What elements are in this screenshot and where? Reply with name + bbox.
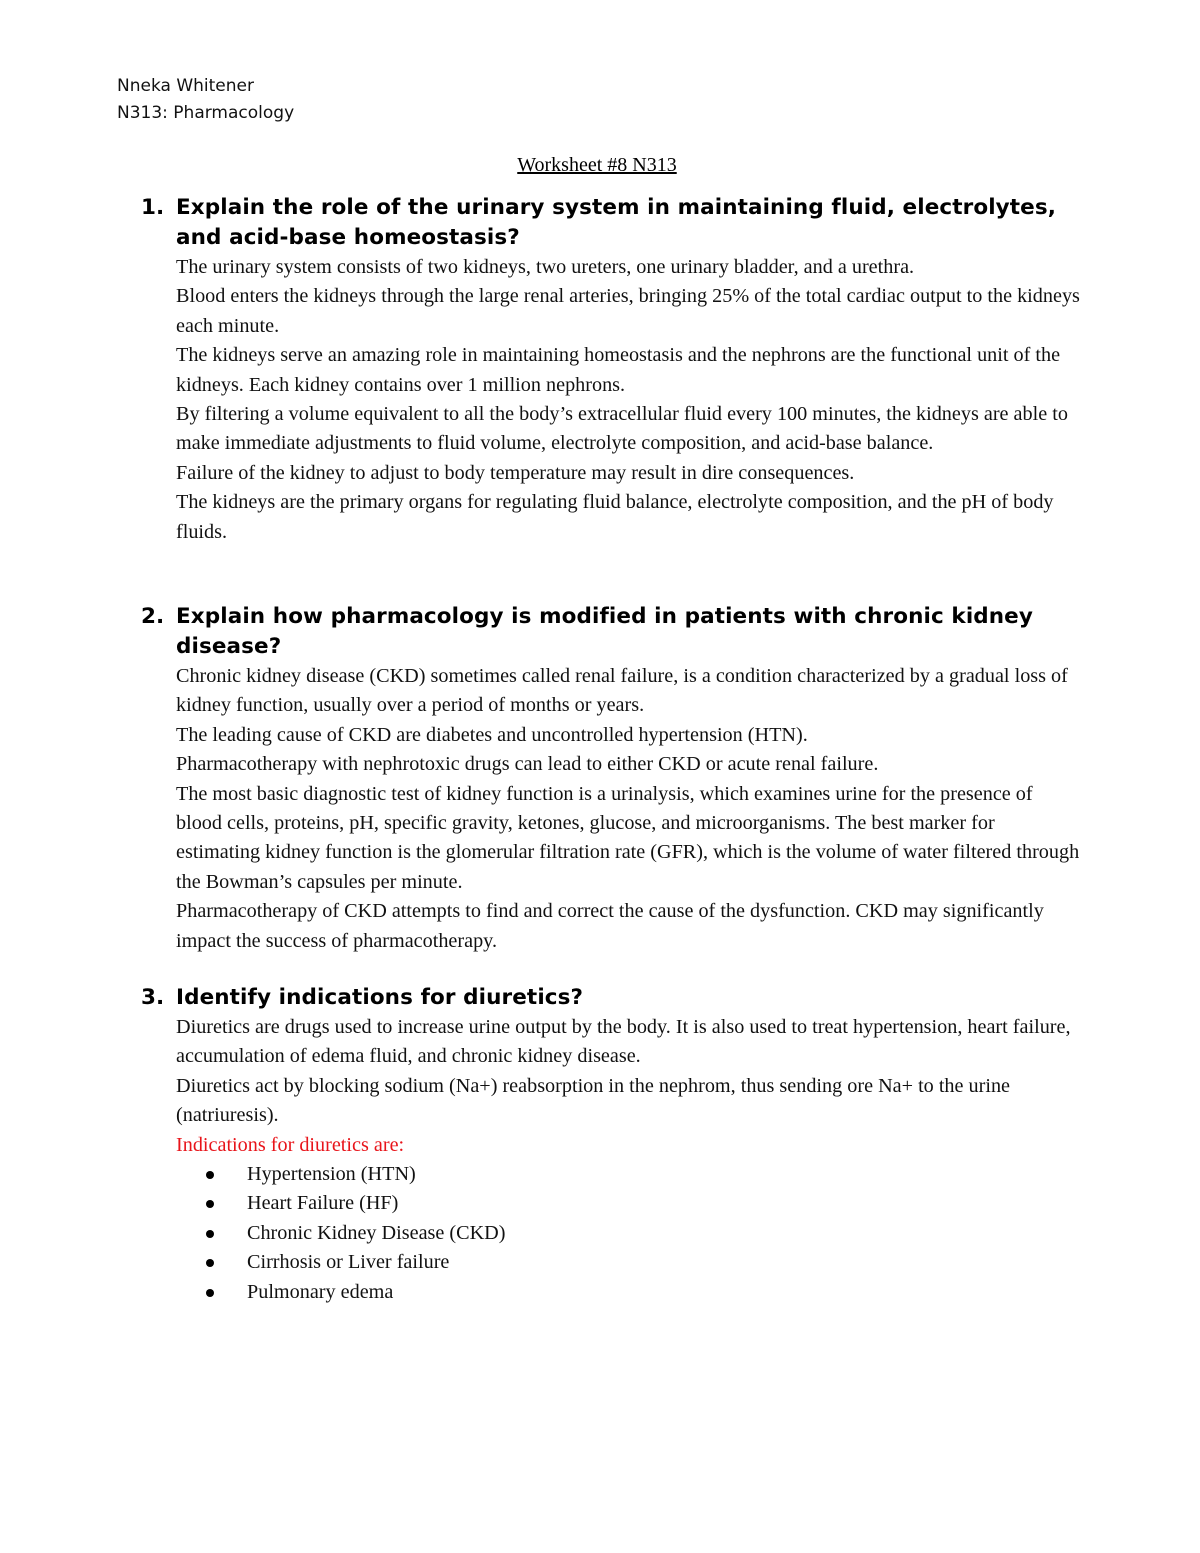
question-2-answer [176,662,1081,956]
list-item [176,1219,1081,1248]
list-item [176,1278,1081,1307]
answer-paragraph: Diuretics are drugs used to increase urine output by the body. It is also used to treat hypertension, heart failure, accumulation of edema fluid, and chronic kidney disease. [176,1016,1071,1068]
question-3-number: 3. [141,985,165,1010]
list-item-text: Heart Failure (HF) [247,1192,399,1215]
question-1 [141,193,1081,547]
answer-paragraph: Pharmacotherapy of CKD attempts to find and correct the cause of the dysfunction. CKD may significantly impact the success of pharmacotherapy. [176,900,1044,952]
author-name: Nneka Whitener [117,76,254,96]
question-3-answer [176,1013,1081,1307]
question-2-heading [141,602,1081,662]
list-item [176,1248,1081,1277]
worksheet-title [0,153,1200,177]
worksheet-title-text: Worksheet #8 N313 [517,154,677,176]
question-2 [141,602,1081,956]
answer-paragraph: By filtering a volume equivalent to all the body’s extracellular fluid every 100 minutes, the kidneys are able to make immediate adjustments to fluid volume, electrolyte composition, and acid-base balance. [176,403,1068,455]
question-1-answer [176,253,1081,547]
bullet-icon [206,1230,214,1238]
bullet-icon [206,1259,214,1267]
question-1-number: 1. [141,195,165,220]
answer-paragraph: The kidneys serve an amazing role in maintaining homeostasis and the nephrons are the functional unit of the kidneys. Each kidney contains over 1 million nephrons. [176,344,1061,396]
indications-label: Indications for diuretics are: [176,1133,405,1156]
answer-paragraph: The kidneys are the primary organs for regulating fluid balance, electrolyte composition, and the pH of body fluids. [176,491,1054,543]
list-item-text: Cirrhosis or Liver failure [247,1251,450,1274]
bullet-icon [206,1200,214,1208]
indications-list [176,1160,1081,1307]
answer-paragraph: The leading cause of CKD are diabetes and uncontrolled hypertension (HTN). [176,723,808,746]
question-1-text: Explain the role of the urinary system in maintaining fluid, electrolytes, and acid-base homeostasis? [176,195,1056,250]
list-item-text: Chronic Kidney Disease (CKD) [247,1221,506,1244]
answer-paragraph: Chronic kidney disease (CKD) sometimes called renal failure, is a condition characterized by a gradual loss of kidney function, usually over a period of months or years. [176,665,1068,717]
course-name: N313: Pharmacology [117,103,295,123]
answer-paragraph: Failure of the kidney to adjust to body temperature may result in dire consequences. [176,461,855,484]
question-3-text: Identify indications for diuretics? [176,985,584,1010]
question-2-text: Explain how pharmacology is modified in patients with chronic kidney disease? [176,604,1033,659]
list-item [176,1160,1081,1189]
answer-paragraph: Pharmacotherapy with nephrotoxic drugs can lead to either CKD or acute renal failure. [176,753,879,776]
list-item-text: Pulmonary edema [247,1280,394,1303]
list-item [176,1189,1081,1218]
bullet-icon [206,1289,214,1297]
question-1-heading [141,193,1081,253]
question-3 [141,983,1081,1307]
list-item-text: Hypertension (HTN) [247,1163,416,1186]
answer-paragraph: Blood enters the kidneys through the large renal arteries, bringing 25% of the total cardiac output to the kidneys each minute. [176,285,1080,337]
bullet-icon [206,1171,214,1179]
answer-paragraph: The most basic diagnostic test of kidney function is a urinalysis, which examines urine for the presence of blood cells, proteins, pH, specific gravity, ketones, glucose, and microorganisms. The best marker for estimating kidney function is the glomerular filtration rate (GFR), which is the volume of water filtered through the Bowman’s capsules per minute. [176,782,1080,893]
question-3-heading [141,983,1081,1013]
answer-paragraph: Diuretics act by blocking sodium (Na+) reabsorption in the nephrom, thus sending ore Na+ to the urine (natriuresis). [176,1074,1011,1127]
answer-paragraph: The urinary system consists of two kidneys, two ureters, one urinary bladder, and a urethra. [176,256,915,278]
question-2-number: 2. [141,604,165,629]
